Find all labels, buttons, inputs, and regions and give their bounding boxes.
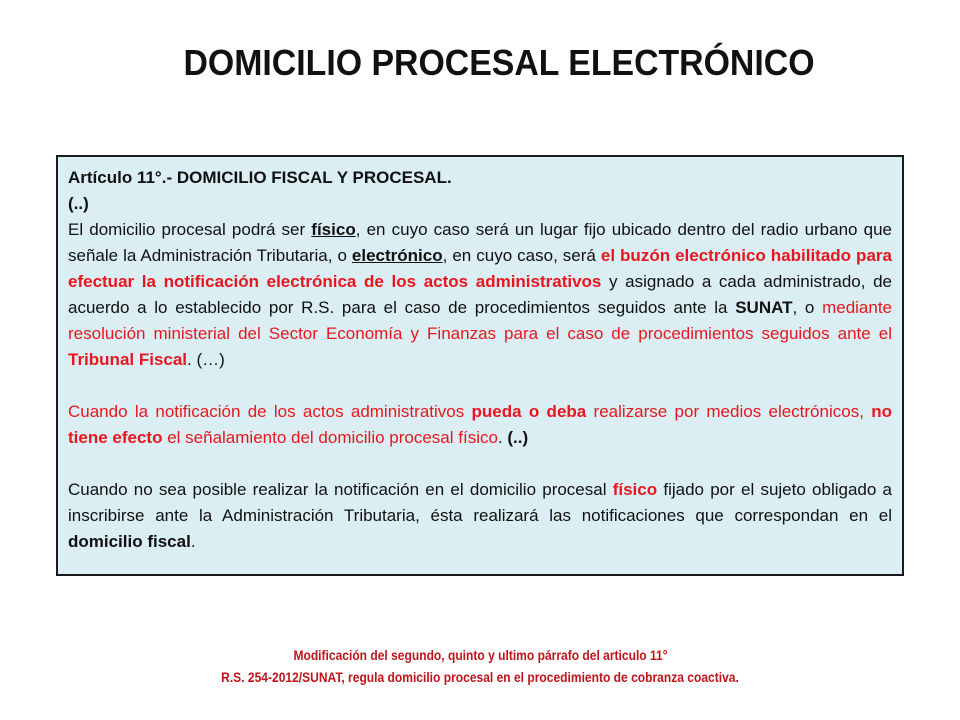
paragraph-notificacion-electronica bbox=[68, 399, 892, 451]
paragraph-gap bbox=[68, 373, 892, 399]
p2-text-3: el señalamiento del domicilio procesal físico bbox=[162, 428, 498, 447]
p3-text-3: . bbox=[190, 532, 196, 551]
p1-resolucion-ministerial: mediante resolución ministerial del Sector Economía y Finanzas para el caso de procedimientos seguidos ante el bbox=[68, 298, 893, 343]
p1-fisico: físico bbox=[311, 220, 356, 239]
p1-text-3: , en cuyo caso, será bbox=[442, 246, 601, 265]
p3-text-1: Cuando no sea posible realizar la notificación en el domicilio procesal bbox=[68, 480, 613, 499]
article-ellipsis: (..) bbox=[68, 194, 89, 213]
p1-buzon-electronico: el buzón electrónico habilitado para efectuar la notificación electrónica de los actos administrativos bbox=[68, 246, 892, 291]
p2-ellipsis: (..) bbox=[507, 428, 529, 447]
footer-note-line-2 bbox=[0, 666, 960, 688]
p2-text-2: realizarse por medios electrónicos, bbox=[586, 402, 872, 421]
p1-electronico: electrónico bbox=[351, 246, 443, 265]
p1-sunat: SUNAT bbox=[735, 298, 793, 317]
paragraph-domicilio-fiscal bbox=[68, 477, 892, 555]
article-box bbox=[56, 155, 904, 576]
p2-text-1: Cuando la notificación de los actos administrativos bbox=[68, 402, 472, 421]
p1-text-2: , en cuyo caso será un lugar fijo ubicado dentro del radio urbano que señale la Administración Tributaria, o bbox=[68, 220, 892, 265]
paragraph-domicilio-procesal bbox=[68, 217, 892, 373]
p1-text-4: y asignado a cada administrado, de acuerdo a lo establecido por R.S. para el caso de procedimientos seguidos ante la bbox=[68, 272, 893, 317]
article-heading: Artículo 11°.- DOMICILIO FISCAL Y PROCESAL. bbox=[68, 168, 452, 187]
p3-text-2: fijado por el sujeto obligado a inscribirse ante la Administración Tributaria, ésta realizará las notificaciones que correspondan en el bbox=[68, 480, 892, 525]
p1-text-1: El domicilio procesal podrá ser bbox=[68, 220, 312, 239]
paragraph-gap bbox=[68, 451, 892, 477]
p2-text-4: . bbox=[497, 428, 508, 447]
p1-text-6: . (…) bbox=[187, 350, 225, 369]
p1-text-5: , o bbox=[792, 298, 823, 317]
footer-line-1-text: Modificación del segundo, quinto y ultimo párrafo del articulo 11° bbox=[292, 647, 668, 663]
footer-line-2-text: R.S. 254-2012/SUNAT, regula domicilio procesal en el procedimiento de cobranza coactiva. bbox=[221, 669, 739, 685]
p1-tribunal-fiscal: Tribunal Fiscal bbox=[68, 350, 188, 369]
footer-note-line-1 bbox=[0, 644, 960, 666]
p3-domicilio-fiscal: domicilio fiscal bbox=[68, 532, 191, 551]
page-title: DOMICILIO PROCESAL ELECTRÓNICO bbox=[183, 42, 815, 83]
p2-no-tiene-efecto: no tiene efecto bbox=[68, 402, 892, 447]
p2-pueda-o-deba: pueda o deba bbox=[471, 402, 587, 421]
p3-fisico: físico bbox=[612, 480, 658, 499]
